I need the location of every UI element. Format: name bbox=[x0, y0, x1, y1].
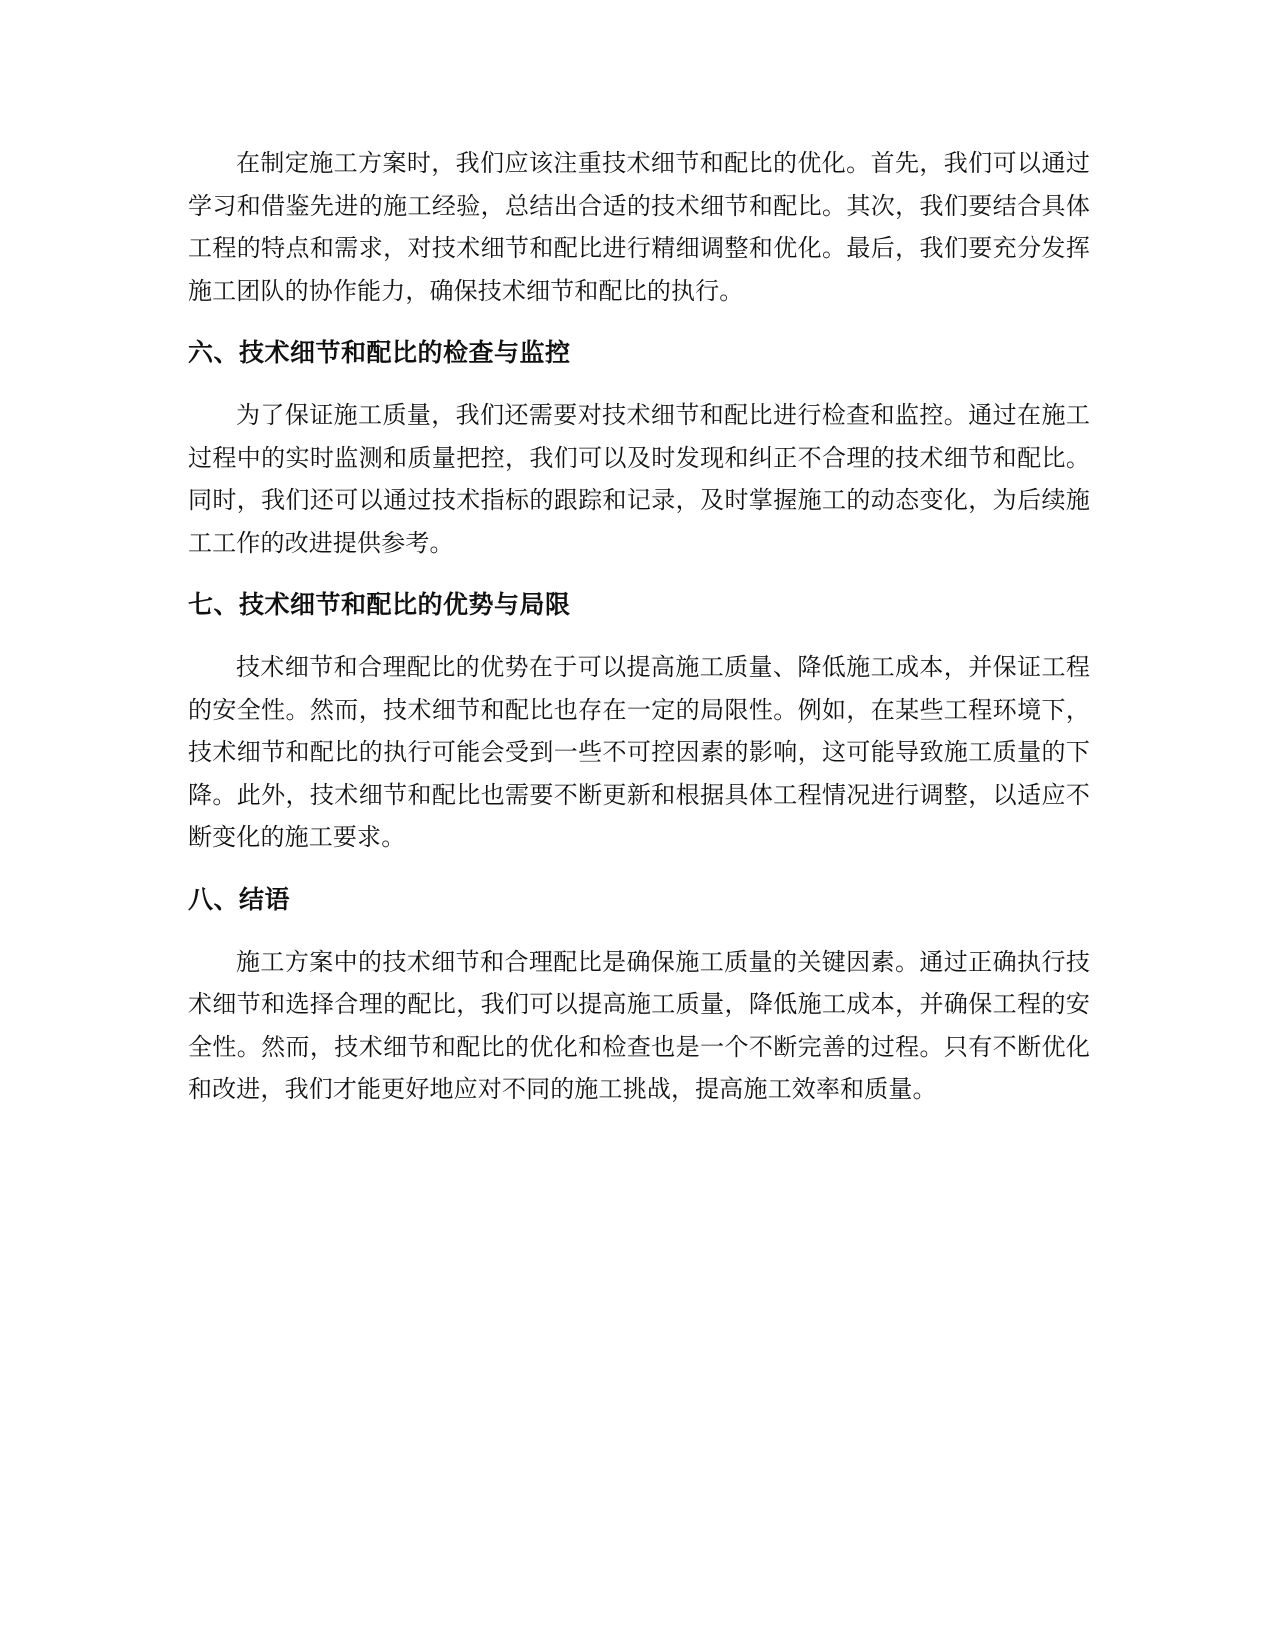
section-heading-conclusion: 八、结语 bbox=[188, 884, 291, 914]
section-paragraph-conclusion: 施工方案中的技术细节和合理配比是确保施工质量的关键因素。通过正确执行技术细节和选择合理的配比，我们可以提高施工质量，降低施工成本，并确保工程的安全性。然而，技术细节和配比的优化和检查也是一个不断完善的过程。只有不断优化和改进，我们才能更好地应对不同的施工挑战，提高施工效率和质量。 bbox=[188, 947, 1090, 1103]
intro-paragraph: 在制定施工方案时，我们应该注重技术细节和配比的优化。首先，我们可以通过学习和借鉴先进的施工经验，总结出合适的技术细节和配比。其次，我们要结合具体工程的特点和需求，对技术细节和配比进行精细调整和优化。最后，我们要充分发挥施工团队的协作能力，确保技术细节和配比的执行。 bbox=[188, 149, 1090, 305]
section-heading-advantages: 七、技术细节和配比的优势与局限 bbox=[188, 590, 571, 619]
section-paragraph-advantages: 技术细节和合理配比的优势在于可以提高施工质量、降低施工成本，并保证工程的安全性。然而，技术细节和配比也存在一定的局限性。例如，在某些工程环境下，技术细节和配比的执行可能会受到一些不可控因素的影响，这可能导致施工质量的下降。此外，技术细节和配比也需要不断更新和根据具体工程情况进行调整，以适应不断变化的施工要求。 bbox=[188, 653, 1090, 851]
section-paragraph-inspection: 为了保证施工质量，我们还需要对技术细节和配比进行检查和监控。通过在施工过程中的实时监测和质量把控，我们可以及时发现和纠正不合理的技术细节和配比。同时，我们还可以通过技术指标的跟踪和记录，及时掌握施工的动态变化，为后续施工工作的改进提供参考。 bbox=[188, 401, 1090, 557]
document-page bbox=[188, 142, 1090, 1111]
section-heading-inspection: 六、技术细节和配比的检查与监控 bbox=[188, 338, 571, 367]
